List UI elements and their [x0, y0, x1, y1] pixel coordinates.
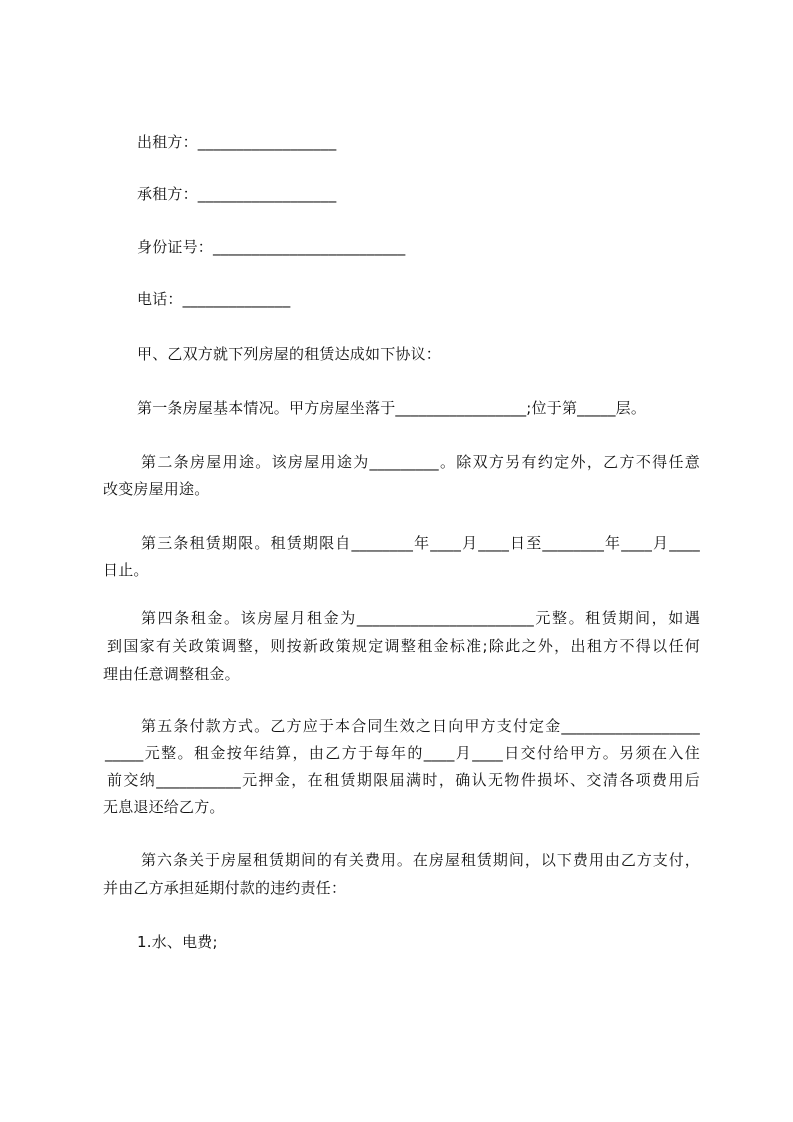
article-3-line-1: 第三条租赁期限。租赁期限自________年____月____日至________年____月____	[141, 534, 700, 552]
article-4-line-2: 到国家有关政策调整，则按新政策规定调整租金标准;除此之外，出租方不得以任何	[107, 637, 700, 655]
lessee-field: 承租方：__________________	[137, 185, 337, 203]
phone-field: 电话：______________	[137, 290, 291, 308]
id-number-field: 身份证号：_________________________	[137, 238, 406, 256]
article-5-line-2: _____元整。租金按年结算，由乙方于每年的____月____日交付给甲方。另须在入住	[105, 744, 700, 762]
article-6-line-1: 第六条关于房屋租赁期间的有关费用。在房屋租赁期间，以下费用由乙方支付，	[141, 851, 700, 869]
list-item-utilities: 1.水、电费;	[137, 933, 218, 951]
article-2-line-1: 第二条房屋用途。该房屋用途为_________。除双方另有约定外，乙方不得任意	[141, 453, 700, 471]
article-5-line-4: 无息退还给乙方。	[103, 798, 225, 816]
article-4-line-3: 理由任意调整租金。	[103, 665, 240, 683]
article-4-line-1: 第四条租金。该房屋月租金为_______________________元整。租赁期间，如遇	[141, 609, 700, 627]
article-5-line-1: 第五条付款方式。乙方应于本合同生效之日向甲方支付定金__________________	[141, 717, 700, 735]
article-3-line-2: 日止。	[103, 561, 149, 579]
lessor-field: 出租方：__________________	[137, 133, 337, 151]
article-6-line-2: 并由乙方承担延期付款的违约责任：	[103, 879, 347, 897]
article-1: 第一条房屋基本情况。甲方房屋坐落于_________________;位于第_____层。	[137, 399, 647, 417]
intro-paragraph: 甲、乙双方就下列房屋的租赁达成如下协议：	[137, 345, 442, 363]
article-2-line-2: 改变房屋用途。	[103, 480, 210, 498]
article-5-line-3: 前交纳___________元押金，在租赁期限届满时，确认无物件损坏、交清各项费用后	[107, 771, 700, 789]
